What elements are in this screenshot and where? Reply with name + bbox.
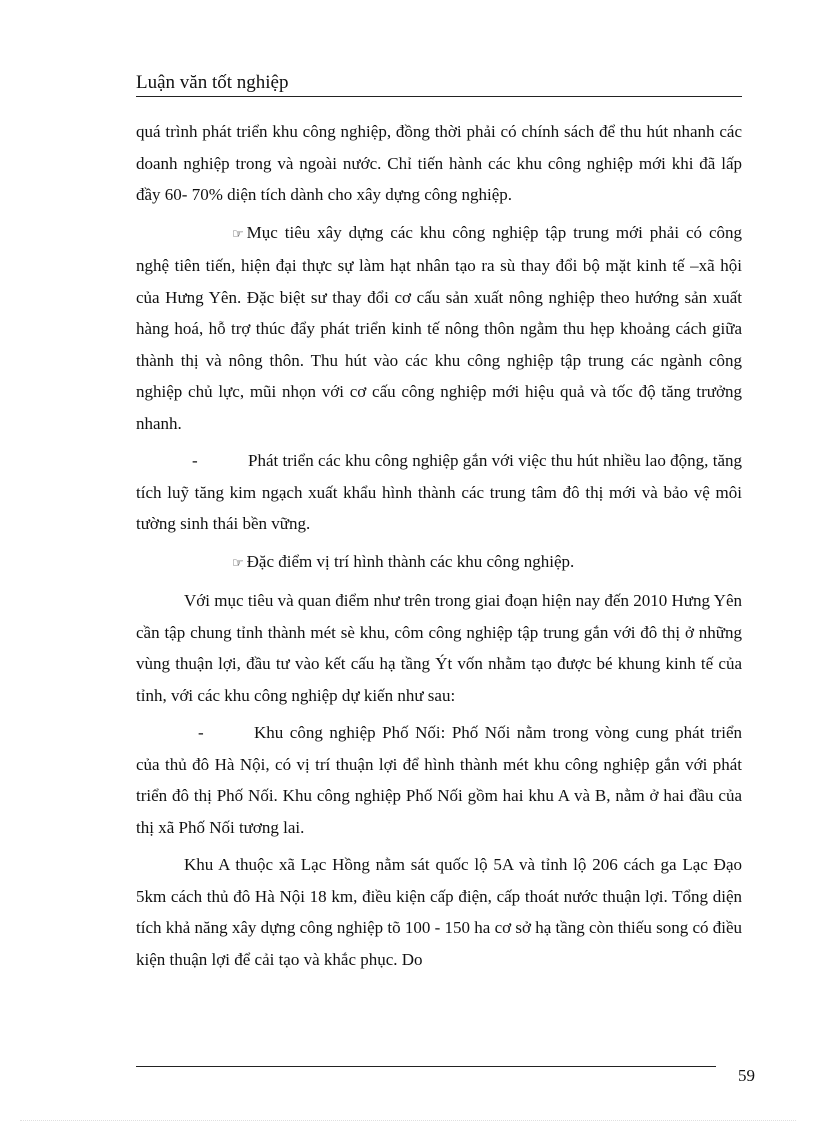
paragraph-7: Khu A thuộc xã Lạc Hồng nằm sát quốc lộ 5A và tỉnh lộ 206 cách ga Lạc Đạo 5km cách thủ đô Hà Nội 18 km, điều kiện cấp điện, cấp thoát nước thuận lợi. Tổng diện tích khả năng xây dựng công nghiệp tõ 100 - 150 ha cơ sở hạ tầng còn thiếu song có điều kiện thuận lợi để cải tạo và khắc phục. Do [136, 855, 743, 969]
paragraph-6-text: Khu công nghiệp Phố Nối: Phố Nối nằm trong vòng cung phát triển của thủ đô Hà Nội, có vị trí thuận lợi để hình thành mét khu công nghiệp gắn với phát triển đô thị Phố Nối. Khu công nghiệp Phố Nối gồm hai khu A và B, nằm ở hai đầu của thị xã Phố Nối tương lai. [136, 723, 742, 837]
header-title: Luận văn tốt nghiệp [136, 72, 289, 93]
paragraph-3 [136, 445, 742, 540]
paragraph-6 [136, 717, 742, 843]
dash-marker: - [198, 723, 204, 742]
paragraph-2 [136, 217, 742, 440]
footer-rule [136, 1066, 716, 1067]
hand-pointing-icon: ☞ [232, 226, 244, 242]
paragraph-4-text: Đặc điểm vị trí hình thành các khu công nghiệp. [246, 551, 575, 571]
body-text [136, 116, 742, 981]
paragraph-4 [136, 546, 742, 580]
paragraph-3-text: Phát triển các khu công nghiệp gắn với việc thu hút nhiều lao động, tăng tích luỹ tăng kim ngạch xuất khẩu hình thành các trung tâm đô thị mới và bảo vệ môi tường sinh thái bền vững. [136, 451, 742, 533]
paragraph-1: quá trình phát triển khu công nghiệp, đồng thời phải có chính sách để thu hút nhanh các doanh nghiệp trong và ngoài nước. Chỉ tiến hành các khu công nghiệp mới khi đã lấp đầy 60- 70% diện tích dành cho xây dựng công nghiệp. [136, 122, 742, 204]
dash-marker: - [192, 451, 198, 470]
page-edge-divider [20, 1120, 796, 1121]
hand-pointing-icon: ☞ [232, 555, 244, 571]
paragraph-5: Với mục tiêu và quan điểm như trên trong giai đoạn hiện nay đến 2010 Hưng Yên cần tập chung tỉnh thành mét sè khu, côm công nghiệp tập trung gắn với đô thị ở những vùng thuận lợi, đầu tư vào kết cấu hạ tầng Ýt vốn nhằm tạo được bé khung kinh tế của tỉnh, với các khu công nghiệp dự kiến như sau: [136, 591, 742, 705]
running-header [136, 70, 742, 97]
paragraph-2-text: Mục tiêu xây dựng các khu công nghiệp tập trung mới phải có công nghệ tiên tiến, hiện đại thực sự làm hạt nhân tạo ra sù thay đổi bộ mặt kinh tế –xã hội của Hưng Yên. Đặc biệt sư thay đổi cơ cấu sản xuất nông nghiệp theo hướng sản xuất hàng hoá, hỗ trợ thúc đẩy phát triển kinh tế nông thôn ngằm thu hẹp khoảng cách giữa thành thị và nông thôn. Thu hút vào các khu công nghiệp tập trung các ngành công nghiệp chủ lực, mũi nhọn với cơ cấu công nghiệp mới hiệu quả và tốc độ tăng trưởng nhanh. [136, 222, 742, 433]
page-number: 59 [738, 1066, 755, 1085]
